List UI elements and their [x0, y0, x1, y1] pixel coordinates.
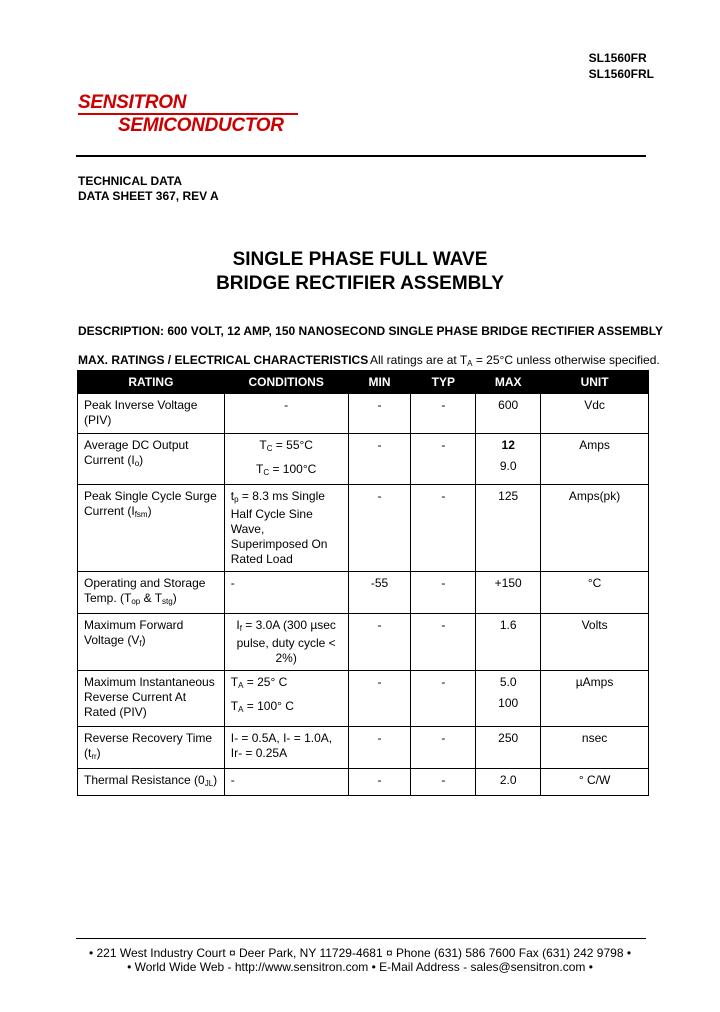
ratings-note-suffix: = 25°C unless otherwise specified. [472, 353, 660, 367]
table-row [78, 614, 649, 671]
rating-cell [78, 572, 225, 614]
min-cell: - [348, 394, 411, 434]
ratings-note [370, 353, 660, 368]
rating-text-mid: & T [140, 591, 163, 605]
conditions-cell: - [224, 394, 348, 434]
min-cell: - [348, 671, 411, 727]
min-cell: - [348, 485, 411, 572]
cond-sub: p [234, 495, 239, 504]
title-line1: SINGLE PHASE FULL WAVE [232, 249, 488, 270]
logo-line2: SEMICONDUCTOR [118, 115, 284, 136]
rating-text-end: ) [213, 773, 218, 787]
cond-sub: f [239, 624, 242, 633]
table-row [78, 485, 649, 572]
description: DESCRIPTION: 600 VOLT, 12 AMP, 150 NANOSECOND SINGLE PHASE BRIDGE RECTIFIER ASSEMBLY [78, 324, 664, 338]
header-max: MAX [476, 371, 541, 394]
cond-end: = 3.0A (300 µsec pulse, duty cycle < 2%) [236, 618, 336, 665]
part-number-1: SL1560FR [588, 51, 647, 65]
rating-subscript: fsm [134, 510, 148, 519]
typ-cell: - [411, 727, 476, 769]
cond-sub: C [266, 444, 273, 453]
unit-cell: Amps(pk) [541, 485, 649, 572]
condition-line [231, 462, 342, 480]
max-value: 5.0 [499, 675, 517, 689]
table-header-row [78, 371, 649, 394]
unit-cell: nsec [541, 727, 649, 769]
data-sheet-label: DATA SHEET 367, REV A [78, 189, 219, 203]
cond-end: = 100°C [269, 462, 317, 476]
min-cell: -55 [348, 572, 411, 614]
cond-end: = 55°C [272, 438, 313, 452]
min-cell: - [348, 434, 411, 485]
typ-cell: - [411, 485, 476, 572]
max-cell: +150 [476, 572, 541, 614]
ratings-note-sub: A [467, 359, 473, 368]
part-numbers [589, 50, 654, 82]
unit-cell: Volts [541, 614, 649, 671]
table-row [78, 671, 649, 727]
cond-text: T [230, 675, 239, 689]
logo-line1: SENSITRON [78, 92, 187, 113]
condition-line [231, 699, 342, 717]
cond-end: = 8.3 ms Single Half Cycle Sine Wave, Superimposed On Rated Load [230, 489, 328, 566]
header-typ: TYP [411, 371, 476, 394]
min-cell: - [348, 769, 411, 796]
technical-data-label: TECHNICAL DATA [78, 174, 182, 188]
conditions-cell: - [224, 769, 348, 796]
rating-subscript: op [131, 597, 141, 606]
footer-contact: • World Wide Web - http://www.sensitron.com • E-Mail Address - sales@sensitron.com • [127, 960, 593, 974]
company-logo-2 [118, 115, 284, 137]
unit-cell: ° C/W [541, 769, 649, 796]
cond-sub: A [238, 705, 244, 714]
max-cell: 2.0 [476, 769, 541, 796]
max-cell: 125 [476, 485, 541, 572]
ratings-note-prefix: All ratings are at T [370, 353, 468, 367]
table-row [78, 434, 649, 485]
typ-cell: - [411, 572, 476, 614]
cond-text: T [256, 462, 264, 476]
cond-end: = 100° C [243, 699, 294, 713]
ratings-heading: MAX. RATINGS / ELECTRICAL CHARACTERISTICS [78, 353, 369, 367]
header-unit: UNIT [541, 371, 649, 394]
max-value-2: 100 [498, 696, 519, 710]
rating-cell [78, 614, 225, 671]
cond-text: t [230, 489, 235, 503]
header-conditions: CONDITIONS [224, 371, 348, 394]
rating-text-end: ) [96, 746, 101, 760]
cond-text: I [236, 618, 240, 632]
rating-text: Peak Single Cycle Surge Current (I [84, 489, 217, 518]
max-cell: 250 [476, 727, 541, 769]
max-cell: 600 [476, 394, 541, 434]
unit-cell: °C [541, 572, 649, 614]
table-row [78, 769, 649, 796]
page-title [0, 248, 720, 296]
cond-sub: A [238, 681, 244, 690]
rating-subscript: JL [204, 779, 214, 788]
min-cell: - [348, 614, 411, 671]
rating-text: Maximum Forward Voltage (V [84, 618, 184, 647]
header-rating: RATING [78, 371, 225, 394]
typ-cell: - [411, 769, 476, 796]
header-min: MIN [348, 371, 411, 394]
footer-address: • 221 West Industry Court ¤ Deer Park, NY 11729-4681 ¤ Phone (631) 586 7600 Fax (631) 242 9798 • [88, 946, 632, 960]
company-logo [78, 92, 186, 114]
max-cell: 1.6 [476, 614, 541, 671]
rating-text-end: ) [172, 591, 177, 605]
cond-end: = 25° C [243, 675, 288, 689]
typ-cell: - [411, 394, 476, 434]
rating-cell: Maximum Instantaneous Reverse Current At Rated (PIV) [78, 671, 225, 727]
footer-rule [76, 938, 646, 939]
rating-subscript: rr [91, 752, 97, 761]
rating-subscript: o [134, 459, 140, 468]
max-cell [476, 434, 541, 485]
min-cell: - [348, 727, 411, 769]
cond-sub: C [263, 468, 270, 477]
rating-subscript-2: stg [162, 597, 173, 606]
rating-text-end: ) [147, 504, 152, 518]
conditions-cell [224, 485, 348, 572]
header-rule [76, 155, 646, 157]
unit-cell: µAmps [541, 671, 649, 727]
conditions-cell: I- = 0.5A, I- = 1.0A, Ir- = 0.25A [224, 727, 348, 769]
table-row [78, 727, 649, 769]
rating-text: Reverse Recovery Time (t [84, 731, 213, 760]
typ-cell: - [411, 671, 476, 727]
footer [0, 946, 720, 974]
rating-cell: Peak Inverse Voltage (PIV) [78, 394, 225, 434]
title-line2: BRIDGE RECTIFIER ASSEMBLY [216, 273, 504, 294]
cond-text: T [230, 699, 239, 713]
typ-cell: - [411, 614, 476, 671]
rating-subscript: f [139, 639, 142, 648]
part-number-2: SL1560FRL [588, 67, 654, 81]
rating-cell [78, 434, 225, 485]
conditions-cell [224, 614, 348, 671]
condition-line [231, 675, 342, 693]
max-value: 12 [501, 438, 515, 452]
rating-cell [78, 485, 225, 572]
max-cell [476, 671, 541, 727]
rating-cell [78, 769, 225, 796]
rating-text: Thermal Resistance (0 [84, 773, 205, 787]
unit-cell: Vdc [541, 394, 649, 434]
unit-cell: Amps [541, 434, 649, 485]
conditions-cell [224, 434, 348, 485]
rating-text-end: ) [141, 633, 146, 647]
rating-text: Average DC Output Current (I [84, 438, 189, 467]
conditions-cell: - [224, 572, 348, 614]
condition-line [231, 438, 342, 456]
technical-data-block [78, 174, 219, 204]
cond-text: T [259, 438, 267, 452]
table-row [78, 394, 649, 434]
typ-cell: - [411, 434, 476, 485]
table-row [78, 572, 649, 614]
max-value-2: 9.0 [499, 459, 517, 473]
ratings-table [77, 370, 649, 796]
conditions-cell [224, 671, 348, 727]
rating-cell [78, 727, 225, 769]
rating-text-end: ) [139, 453, 144, 467]
rating-text: Operating and Storage Temp. (T [84, 576, 206, 605]
